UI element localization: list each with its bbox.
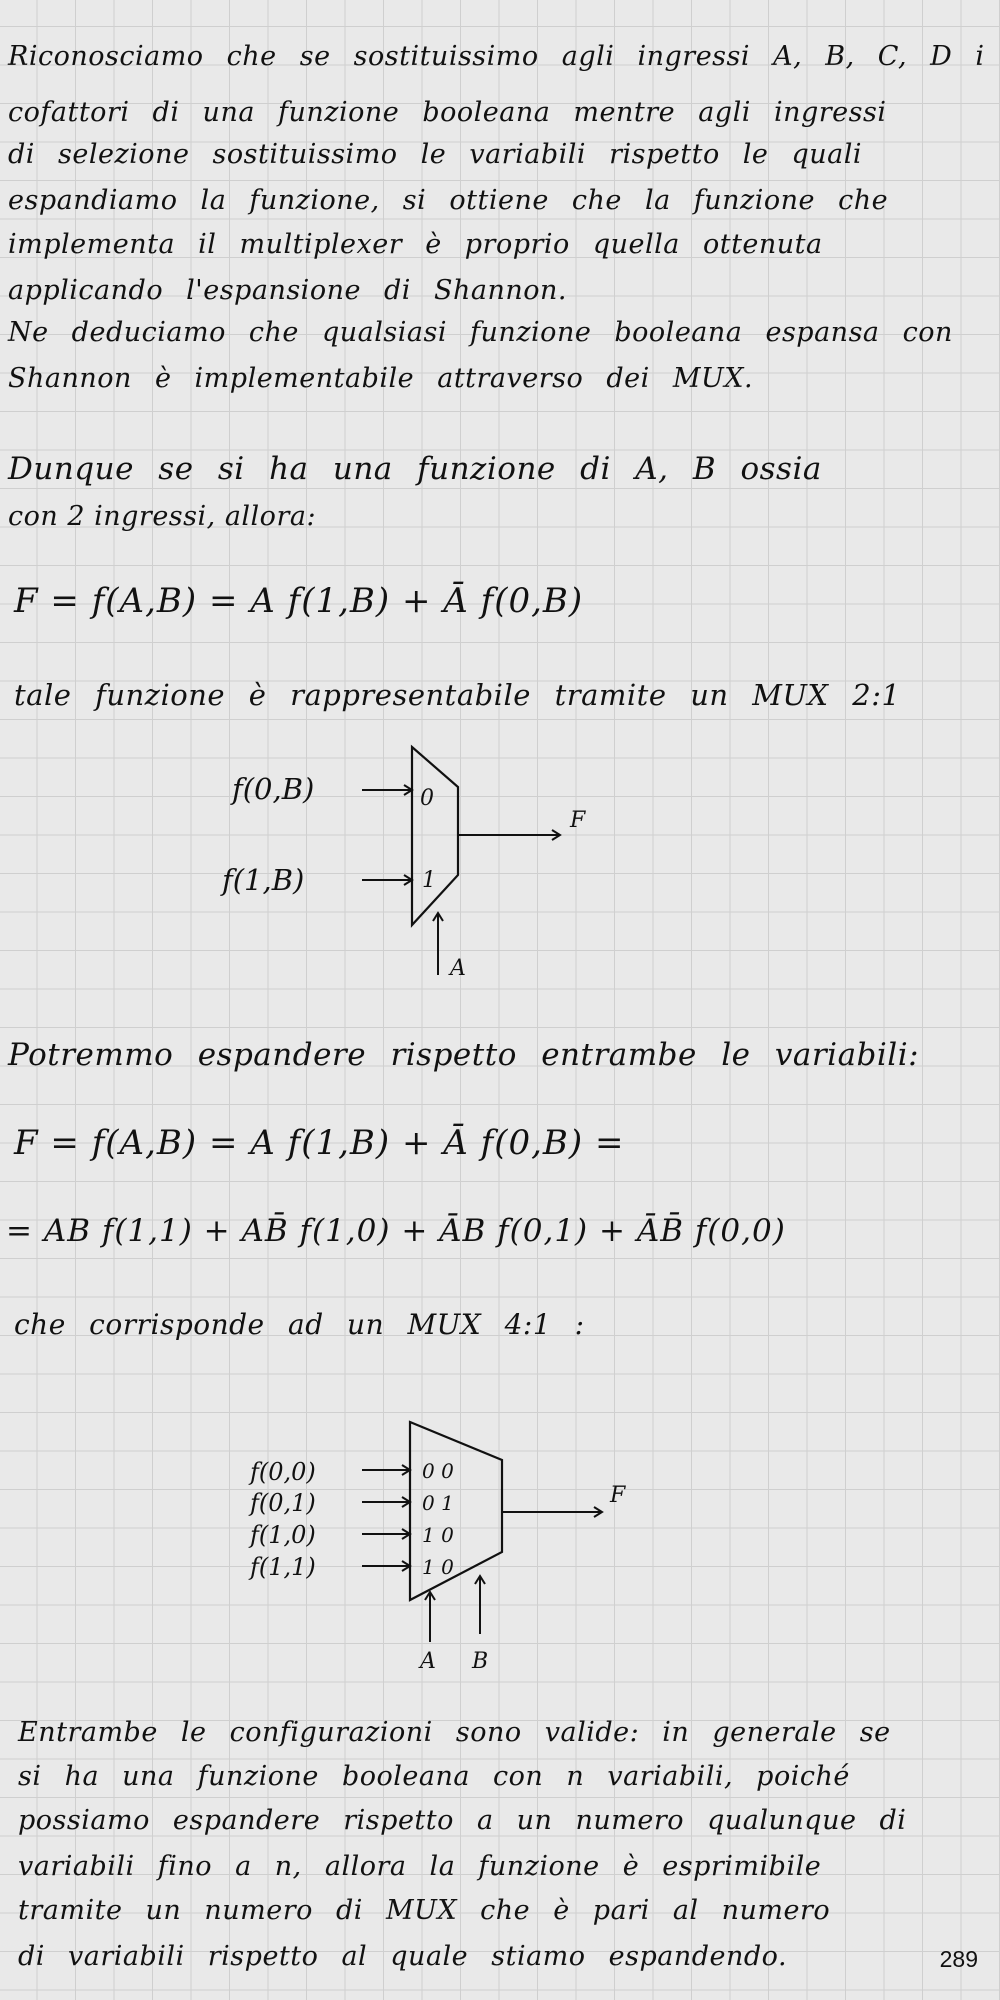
text-line: Entrambe le configurazioni sono valide: in generale se: [18, 1717, 891, 1748]
mux-4-1-selector-label: 1 0: [422, 1523, 454, 1547]
mux-4-1-select-label: A: [420, 1649, 436, 1674]
equation-expand-ab: = AB f(1,1) + AB̄ f(1,0) + ĀB f(0,1) + ĀB̄ f(0,0): [6, 1213, 786, 1249]
mux-2-1-body: [412, 747, 458, 925]
text-line: Ne deduciamo che qualsiasi funzione booleana espansa con: [8, 317, 953, 348]
mux-4-1-input-label: f(1,1): [250, 1553, 316, 1581]
text-line: possiamo espandere rispetto a un numero qualunque di: [18, 1805, 907, 1836]
mux-2-1-input-label: f(1,B): [222, 863, 305, 897]
caption-mux-4-1: che corrisponde ad un MUX 4:1 :: [14, 1308, 585, 1341]
mux-4-1-input-label: f(1,0): [250, 1521, 316, 1549]
text-line: si ha una funzione booleana con n variabili, poiché: [18, 1761, 850, 1792]
mux-4-1-output-label: F: [610, 1483, 626, 1508]
text-line: tramite un numero di MUX che è pari al numero: [18, 1895, 831, 1926]
text-line: Dunque se si ha una funzione di A, B ossia: [8, 451, 822, 487]
text-line: applicando l'espansione di Shannon.: [8, 275, 568, 306]
mux-4-1-diagram: [240, 1410, 640, 1680]
text-line: di selezione sostituissimo le variabili rispetto le quali: [8, 139, 863, 170]
mux-2-1-select-label: A: [450, 956, 466, 981]
mux-4-1-select-label: B: [472, 1649, 489, 1674]
mux-2-1-selector-label: 1: [422, 868, 436, 893]
caption-mux-2-1: tale funzione è rappresentabile tramite un MUX 2:1: [14, 678, 901, 712]
mux-2-1-input-label: f(0,B): [232, 772, 315, 806]
equation-shannon-single: F = f(A,B) = A f(1,B) + Ā f(0,B): [14, 581, 584, 621]
text-line: implementa il multiplexer è proprio quella ottenuta: [8, 229, 823, 260]
equation-expand-a: F = f(A,B) = A f(1,B) + Ā f(0,B) =: [14, 1123, 625, 1163]
mux-4-1-input-label: f(0,1): [250, 1489, 316, 1517]
text-line: di variabili rispetto al quale stiamo espandendo.: [18, 1941, 788, 1972]
text-line: variabili fino a n, allora la funzione è esprimibile: [18, 1851, 822, 1882]
mux-4-1-selector-label: 0 0: [422, 1459, 454, 1483]
text-line: cofattori di una funzione booleana mentre agli ingressi: [8, 97, 887, 128]
text-line: con 2 ingressi, allora:: [8, 501, 317, 532]
mux-2-1-selector-label: 0: [420, 786, 434, 811]
mux-4-1-selector-label: 0 1: [422, 1491, 454, 1515]
text-line: espandiamo la funzione, si ottiene che la funzione che: [8, 185, 889, 216]
text-line: Shannon è implementabile attraverso dei MUX.: [8, 363, 754, 394]
page-number: 289: [939, 1946, 978, 1972]
mux-4-1-selector-label: 1 0: [422, 1555, 454, 1579]
caption-expand: Potremmo espandere rispetto entrambe le variabili:: [8, 1037, 920, 1073]
mux-2-1-diagram: [210, 735, 610, 995]
mux-4-1-input-label: f(0,0): [250, 1458, 316, 1486]
mux-2-1-output-label: F: [570, 808, 586, 833]
text-line: Riconosciamo che se sostituissimo agli ingressi A, B, C, D i: [8, 41, 985, 72]
